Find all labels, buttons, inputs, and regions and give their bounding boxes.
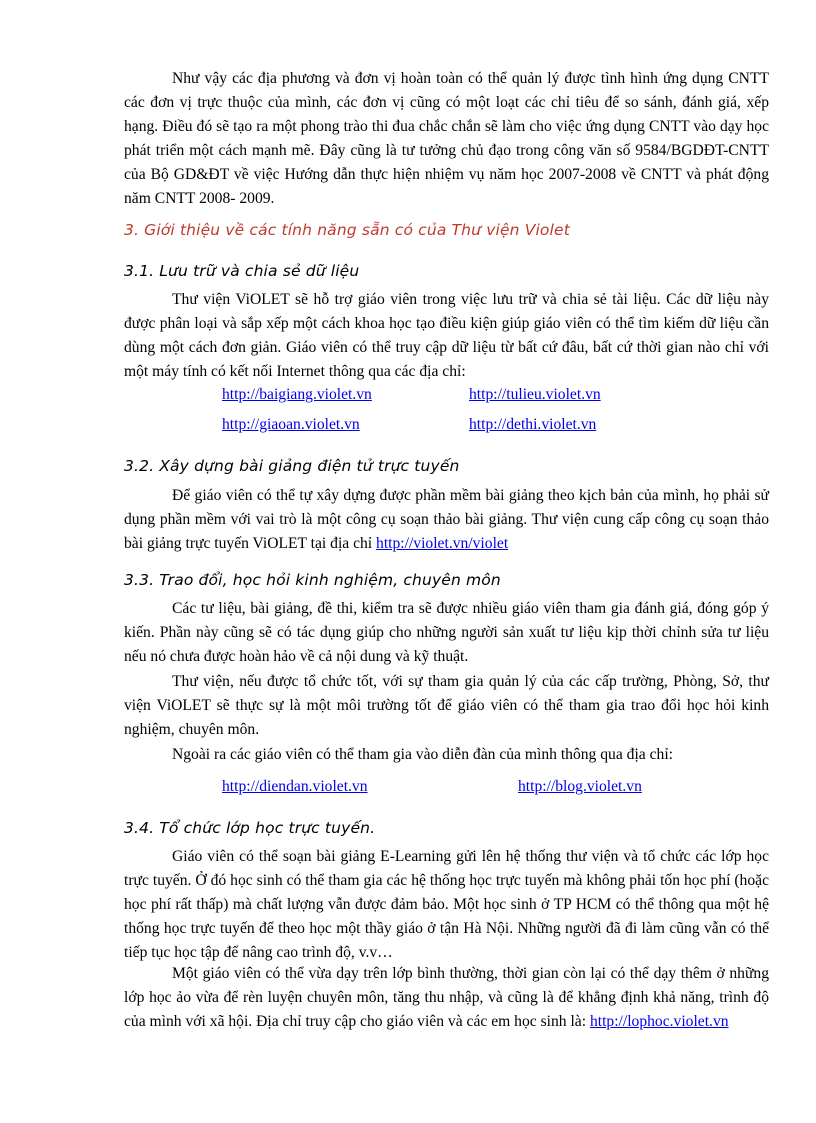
link-blog[interactable]: http://blog.violet.vn [518, 778, 642, 795]
link-violet-editor[interactable]: http://violet.vn/violet [376, 535, 509, 552]
section-3-1-heading: 3.1. Lưu trữ và chia sẻ dữ liệu [124, 262, 360, 280]
section-3-4-text: Một giáo viên có thể vừa dạy trên lớp bình thường, thời gian còn lại có thể dạy thêm ở những lớp học ảo vừa để rèn luyện chuyên môn, tăng thu nhập, và cũng là để khẳng định khả năng, trình độ của mình với xã hội. Địa chỉ truy cập cho giáo viên và các em học sinh là: [124, 965, 769, 1030]
section-3-4-heading: 3.4. Tổ chức lớp học trực tuyến. [124, 819, 376, 837]
section-3-3-paragraph-2: Thư viện, nếu được tổ chức tốt, với sự tham gia quản lý của các cấp trường, Phòng, Sở, thư viện ViOLET sẽ thực sự là một môi trường tốt để giáo viên có thể tham gia trao đổi học hỏi kinh nghiệm, chuyên môn. [124, 673, 769, 738]
link-tulieu[interactable]: http://tulieu.violet.vn [469, 386, 601, 403]
intro-paragraph: Như vậy các địa phương và đơn vị hoàn toàn có thể quản lý được tình hình ứng dụng CNTT các đơn vị trực thuộc của mình, các đơn vị cũng có một loạt các chỉ tiêu để so sánh, đánh giá, xếp hạng. Điều đó sẽ tạo ra một phong trào thi đua chắc chắn sẽ làm cho việc ứng dụng CNTT vào dạy học phát triển một cách mạnh mẽ. Đây cũng là tư tưởng chủ đạo trong công văn số 9584/BGDĐT-CNTT của Bộ GD&ĐT về việc Hướng dẫn thực hiện nhiệm vụ năm học 2007-2008 về CNTT và phát động năm CNTT 2008- 2009. [124, 70, 769, 207]
section-3-2-heading: 3.2. Xây dựng bài giảng điện tử trực tuyến [124, 457, 460, 475]
link-baigiang[interactable]: http://baigiang.violet.vn [222, 386, 372, 403]
section-3-1-paragraph: Thư viện ViOLET sẽ hỗ trợ giáo viên trong việc lưu trữ và chia sẻ tài liệu. Các dữ liệu này được phân loại và sắp xếp một cách khoa học tạo điều kiện giúp giáo viên có thể tìm kiếm dữ liệu cần dùng một cách đơn giản. Giáo viên có thể truy cập dữ liệu từ bất cứ đâu, bất cứ thời gian nào chỉ với một máy tính có kết nối Internet thông qua các địa chỉ: [124, 291, 769, 380]
section-3-3-paragraph-3: Ngoài ra các giáo viên có thể tham gia vào diễn đàn của mình thông qua địa chỉ: [172, 746, 673, 763]
section-3-2-paragraph [124, 484, 769, 556]
link-diendan[interactable]: http://diendan.violet.vn [222, 778, 368, 795]
section-3-2-text: Để giáo viên có thể tự xây dựng được phần mềm bài giảng theo kịch bản của mình, họ phải sử dụng phần mềm với vai trò là một công cụ soạn thảo bài giảng. Thư viện cung cấp công cụ soạn thảo bài giảng trực tuyến ViOLET tại địa chỉ [124, 487, 769, 552]
section-3-3-heading: 3.3. Trao đổi, học hỏi kinh nghiệm, chuyên môn [124, 571, 501, 589]
section-3-4-paragraph-1: Giáo viên có thể soạn bài giảng E-Learning gửi lên hệ thống thư viện và tổ chức các lớp học trực tuyến. Ở đó học sinh có thể tham gia các hệ thống học trực tuyến mà không phải tốn học phí (hoặc học phí rất thấp) mà chất lượng vẫn được đảm bảo. Một học sinh ở TP HCM có thể thông qua một hệ thống học trực tuyến để theo học một thầy giáo ở tận Hà Nội. Những người đã đi làm cũng vẫn có thể tiếp tục học tập để nâng cao trình độ, v.v… [124, 848, 769, 961]
section-3-4-paragraph-2 [124, 962, 769, 1034]
link-lophoc[interactable]: http://lophoc.violet.vn [589, 1013, 729, 1030]
link-giaoan[interactable]: http://giaoan.violet.vn [222, 416, 360, 433]
link-dethi[interactable]: http://dethi.violet.vn [469, 416, 597, 433]
section-3-heading: 3. Giới thiệu về các tính năng sẵn có của Thư viện Violet [124, 221, 570, 239]
section-3-3-paragraph-1: Các tư liệu, bài giảng, đề thi, kiểm tra sẽ được nhiều giáo viên tham gia đánh giá, đóng góp ý kiến. Phần này cũng sẽ có tác dụng giúp cho những người sản xuất tư liệu kịp thời chỉnh sửa tư liệu nếu nó chưa được hoàn hảo về cả nội dung và kỹ thuật. [124, 600, 769, 665]
